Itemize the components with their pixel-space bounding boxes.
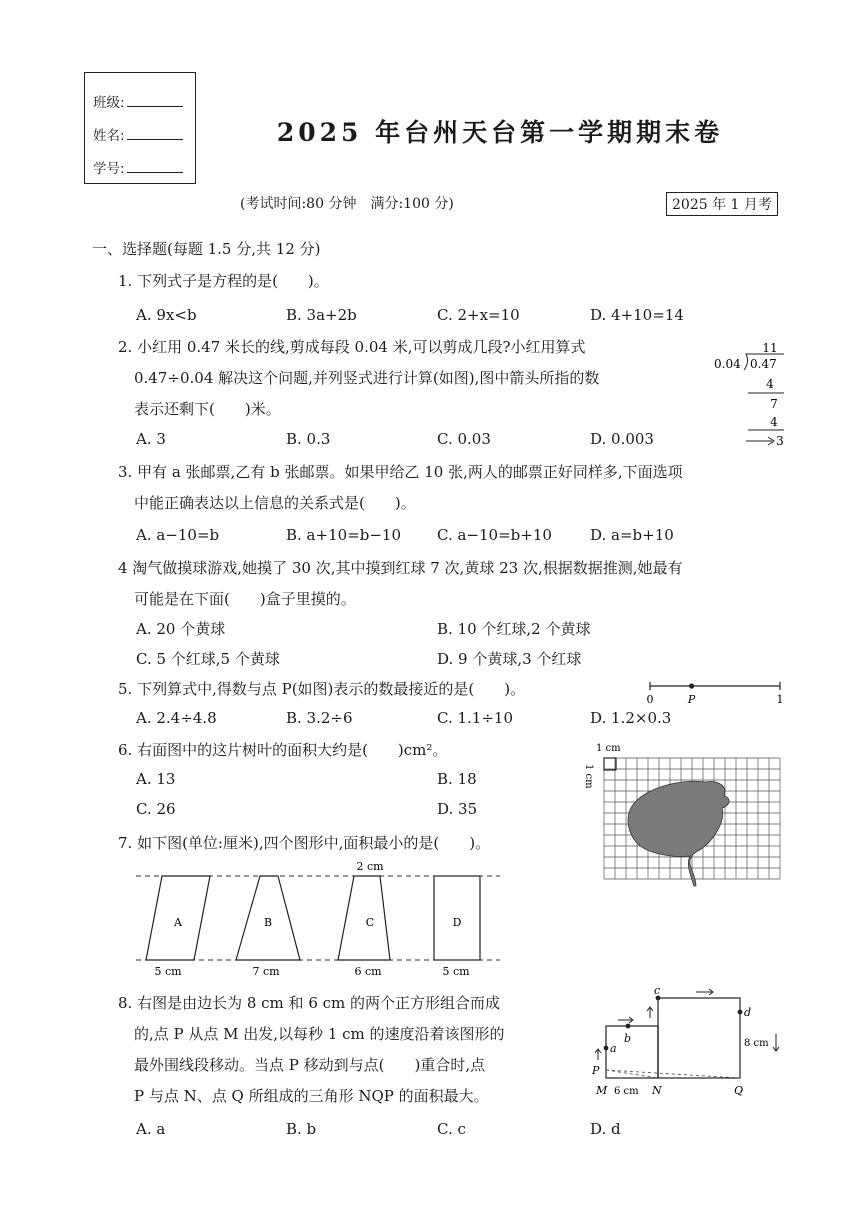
- q3-line1: 3. 甲有 a 张邮票,乙有 b 张邮票。如果甲给乙 10 张,两人的邮票正好同样多,下面选项: [118, 463, 683, 481]
- division-rem2: 3: [776, 434, 784, 448]
- shape-d-letter: D: [452, 916, 462, 929]
- q2-line2: 0.47÷0.04 解决这个问题,并列竖式进行计算(如图),图中箭头所指的数: [134, 369, 600, 387]
- label-m: M: [596, 1084, 608, 1097]
- q1-option-d[interactable]: D. 4+10=14: [590, 306, 684, 324]
- shape-a-letter: A: [174, 916, 182, 929]
- q8-line4: P 与点 N、点 Q 所组成的三角形 NQP 的面积最大。: [134, 1087, 489, 1105]
- q5-number-line: [640, 676, 790, 706]
- q7-top-label: 2 cm: [356, 860, 384, 873]
- division-rem1: 7: [770, 397, 778, 411]
- q3-option-b[interactable]: B. a+10=b−10: [286, 526, 401, 544]
- label-small-side: 6 cm: [614, 1086, 639, 1097]
- exam-meta: (考试时间:80 分钟 满分:100 分): [240, 196, 454, 212]
- point-b-marker: [626, 1024, 631, 1029]
- shape-b-letter: B: [263, 916, 273, 929]
- class-field[interactable]: [93, 91, 183, 111]
- point-d-marker: [738, 1010, 743, 1015]
- class-label: 班级:: [93, 95, 125, 111]
- division-step2: 4: [770, 415, 778, 429]
- q1-option-c[interactable]: C. 2+x=10: [437, 306, 520, 324]
- q5-option-a[interactable]: A. 2.4÷4.8: [136, 709, 217, 727]
- direction-arrow-icon: [595, 989, 779, 1060]
- q2-long-division: [708, 336, 786, 454]
- label-c: c: [654, 984, 661, 997]
- q3-line2: 中能正确表达以上信息的关系式是( )。: [134, 494, 416, 512]
- section-title: 一、选择题(每题 1.5 分,共 12 分): [92, 240, 321, 258]
- date-badge: 2025 年 1 月考: [666, 192, 778, 216]
- page-title: 2025 年台州天台第一学期期末卷: [276, 118, 724, 147]
- q3-option-d[interactable]: D. a=b+10: [590, 526, 674, 544]
- q6-option-c[interactable]: C. 26: [136, 800, 176, 818]
- q8-option-a[interactable]: A. a: [136, 1120, 166, 1138]
- shape-c-base: 6 cm: [354, 965, 382, 978]
- division-step1: 4: [766, 377, 774, 391]
- numberline-end: 1: [776, 693, 784, 706]
- q4-option-b[interactable]: B. 10 个红球,2 个黄球: [437, 620, 591, 638]
- q8-squares-figure: [588, 982, 784, 1104]
- q2-option-b[interactable]: B. 0.3: [286, 430, 331, 448]
- shape-c: [338, 876, 390, 960]
- q2-option-d[interactable]: D. 0.003: [590, 430, 654, 448]
- id-field[interactable]: [93, 157, 183, 177]
- label-b: b: [624, 1032, 632, 1045]
- shape-a-base: 5 cm: [154, 965, 182, 978]
- label-n: N: [652, 1084, 662, 1097]
- q6-option-d[interactable]: D. 35: [437, 800, 478, 818]
- point-a-marker: [604, 1046, 609, 1051]
- label-q: Q: [734, 1084, 744, 1097]
- q2-line3: 表示还剩下( )米。: [134, 400, 281, 418]
- q1-stem: 1. 下列式子是方程的是( )。: [118, 272, 329, 290]
- q5-option-c[interactable]: C. 1.1÷10: [437, 709, 513, 727]
- q2-line1: 2. 小红用 0.47 米长的线,剪成每段 0.04 米,可以剪成几段?小红用算式: [118, 338, 586, 356]
- student-info-box: [84, 72, 196, 184]
- division-quotient: 11: [762, 341, 778, 355]
- q6-stem: 6. 右面图中的这片树叶的面积大约是( )cm²。: [118, 741, 448, 759]
- name-label: 姓名:: [93, 128, 125, 144]
- q4-option-c[interactable]: C. 5 个红球,5 个黄球: [136, 650, 280, 668]
- q5-option-b[interactable]: B. 3.2÷6: [286, 709, 353, 727]
- grid-label-top: 1 cm: [596, 743, 621, 754]
- q4-line2: 可能是在下面( )盒子里摸的。: [134, 590, 356, 608]
- label-a: a: [610, 1042, 617, 1055]
- q8-line1: 8. 右图是由边长为 8 cm 和 6 cm 的两个正方形组合而成: [118, 994, 501, 1012]
- q8-option-b[interactable]: B. b: [286, 1120, 317, 1138]
- division-dividend: 0.47: [750, 357, 777, 371]
- q2-option-a[interactable]: A. 3: [136, 430, 166, 448]
- q8-option-d[interactable]: D. d: [590, 1120, 621, 1138]
- id-label: 学号:: [93, 161, 125, 177]
- q6-leaf-grid: [578, 740, 782, 890]
- q7-stem: 7. 如下图(单位:厘米),四个图形中,面积最小的是( )。: [118, 834, 491, 852]
- shape-d-base: 5 cm: [442, 965, 470, 978]
- name-field[interactable]: [93, 124, 183, 144]
- q8-option-c[interactable]: C. c: [437, 1120, 466, 1138]
- shape-c-letter: C: [365, 916, 375, 929]
- shape-b-base: 7 cm: [252, 965, 280, 978]
- q3-option-a[interactable]: A. a−10=b: [136, 526, 220, 544]
- division-divisor: 0.04: [714, 357, 741, 371]
- numberline-point-label: P: [687, 693, 696, 706]
- big-square: [658, 998, 740, 1078]
- q4-line1: 4 淘气做摸球游戏,她摸了 30 次,其中摸到红球 7 次,黄球 23 次,根据数据推测,她最有: [118, 559, 683, 577]
- q6-option-a[interactable]: A. 13: [136, 770, 176, 788]
- q3-option-c[interactable]: C. a−10=b+10: [437, 526, 552, 544]
- label-p: P: [592, 1064, 600, 1077]
- q1-option-b[interactable]: B. 3a+2b: [286, 306, 357, 324]
- q5-stem: 5. 下列算式中,得数与点 P(如图)表示的数最接近的是( )。: [118, 680, 526, 698]
- label-big-side: 8 cm: [744, 1038, 769, 1049]
- label-d: d: [744, 1006, 752, 1019]
- grid-label-side: 1 cm: [583, 764, 594, 789]
- q2-option-c[interactable]: C. 0.03: [437, 430, 491, 448]
- q1-option-a[interactable]: A. 9x<b: [136, 306, 197, 324]
- point-p-marker: [689, 683, 694, 688]
- q4-option-d[interactable]: D. 9 个黄球,3 个红球: [437, 650, 582, 668]
- q8-line3: 最外围线段移动。当点 P 移动到与点( )重合时,点: [134, 1056, 486, 1074]
- q8-line2: 的,点 P 从点 M 出发,以每秒 1 cm 的速度沿着该图形的: [134, 1025, 505, 1043]
- q6-option-b[interactable]: B. 18: [437, 770, 477, 788]
- numberline-start: 0: [646, 693, 654, 706]
- q7-shapes-figure: [132, 858, 504, 980]
- q5-option-d[interactable]: D. 1.2×0.3: [590, 709, 672, 727]
- q4-option-a[interactable]: A. 20 个黄球: [136, 620, 226, 638]
